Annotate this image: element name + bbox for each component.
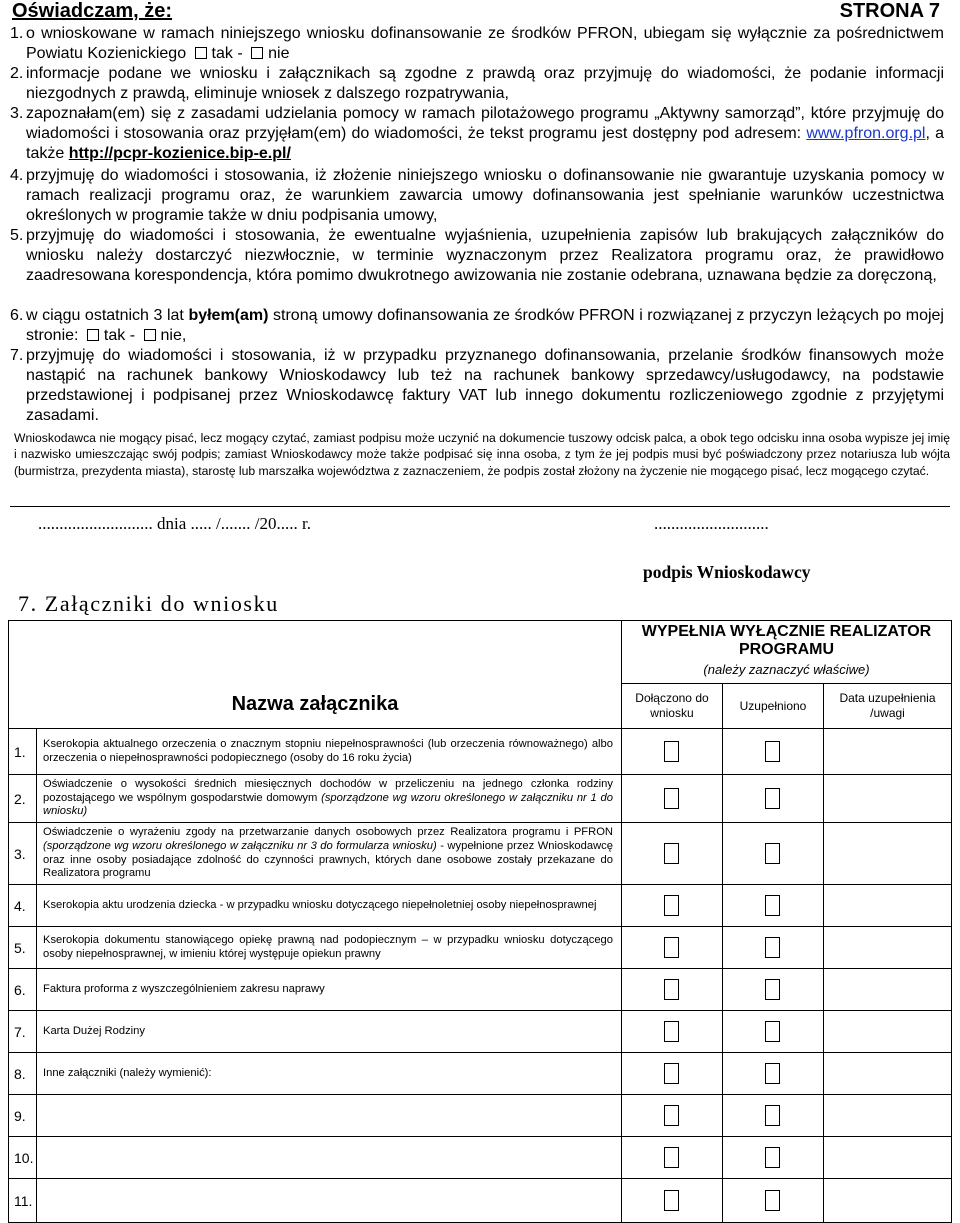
declaration-text: przyjmuję do wiadomości i stosowania, iż złożenie niniejszego wniosku o dofinansowanie nie gwarantuje uzyskania pomocy w ramach realizacji programu oraz, że warunkiem zawarcia umowy dofinansowania jest spełnianie warunków uczestnictwa określonych w programie także w dniu podpisania umowy, <box>26 167 944 224</box>
completed-checkbox[interactable] <box>765 1063 780 1084</box>
completed-checkbox[interactable] <box>765 843 780 864</box>
declaration-number: 4. <box>10 167 24 184</box>
realizator-header-text: WYPEŁNIA WYŁĄCZNIE REALIZATOR PROGRAMU <box>641 623 932 658</box>
declaration-number: 3. <box>10 105 24 122</box>
table-row <box>9 1053 952 1095</box>
declaration-7 <box>10 346 944 426</box>
attached-checkbox[interactable] <box>664 895 679 916</box>
row-number: 8. <box>9 1053 37 1095</box>
attached-checkbox-cell <box>621 1011 722 1053</box>
attached-checkbox-cell <box>621 775 722 823</box>
attachment-name: Kserokopia aktualnego orzeczenia o znacznym stopniu niepełnosprawności (lub orzeczenia równoważnego) albo orzeczenia o niepełnosprawności podopiecznego (osoby do 16 roku życia) <box>37 729 622 775</box>
row-number: 11. <box>9 1179 37 1223</box>
attached-checkbox-cell <box>621 969 722 1011</box>
completed-checkbox-cell <box>722 1053 823 1095</box>
realizator-subheader: (należy zaznaczyć właściwe) <box>703 662 870 677</box>
attachment-name <box>37 1095 622 1137</box>
declaration-text: w ciągu ostatnich 3 lat <box>26 307 189 324</box>
declaration-text: przyjmuję do wiadomości i stosowania, iż w przypadku przyznanego dofinansowania, przelanie środków finansowych może nastąpić na rachunek bankowy Wnioskodawcy lub też na rachunek bankowy sprzedawcy/usługodawcy, na podstawie przedstawionej i podpisanej przez Wnioskodawcę faktury VAT lub innego dokumentu rozliczeniowego zgodnie z przyjętymi zasadami. <box>26 347 944 424</box>
attached-checkbox[interactable] <box>664 843 679 864</box>
table-row <box>9 969 952 1011</box>
attached-checkbox[interactable] <box>664 741 679 762</box>
attached-checkbox[interactable] <box>664 937 679 958</box>
attached-checkbox[interactable] <box>664 979 679 1000</box>
date-field[interactable]: ........................... dnia ..... /....... /20..... r. <box>38 514 311 533</box>
pcpr-link[interactable]: http://pcpr-kozienice.bip-e.pl/ <box>68 145 291 162</box>
attached-checkbox-cell <box>621 1095 722 1137</box>
declaration-text: przyjmuję do wiadomości i stosowania, że ewentualne wyjaśnienia, uzupełnienia zapisów lub brakujących załączników do wniosku należy dostarczyć niezwłocznie, w terminie wyznaczonym przez Realizatora programu oraz, że prawidłowo zaadresowana korespondencja, która pomimo dwukrotnego awizowania nie zostanie odebrana, uznawana będzie za doręczoną, <box>26 227 944 284</box>
completed-checkbox-cell <box>722 1137 823 1179</box>
completed-checkbox-cell <box>722 1095 823 1137</box>
attachment-name: Oświadczenie o wyrażeniu zgody na przetwarzanie danych osobowych przez Realizatora programu i PFRON (sporządzone wg wzoru określonego w załączniku nr 3 do formularza wniosku) - wypełnione przez Wnioskodawcę oraz inne osoby posiadające zdolność do czynności prawnych, których dane osobowe zostały przekazane do Realizatora programu <box>37 823 622 885</box>
declaration-heading: Oświadczam, że: <box>12 0 173 22</box>
attachment-name: Kserokopia aktu urodzenia dziecka - w przypadku wniosku dotyczącego niepełnoletniej osoby niepełnosprawnej <box>37 885 622 927</box>
row-number: 10. <box>9 1137 37 1179</box>
declaration-text: o wnioskowane w ramach niniejszego wniosku dofinansowanie ze środków PFRON, ubiegam się wyłącznie za pośrednictwem Powiatu Kozienickiego <box>26 25 944 62</box>
attachment-name: Faktura proforma z wyszczególnieniem zakresu naprawy <box>37 969 622 1011</box>
attachment-name: Karta Dużej Rodziny <box>37 1011 622 1053</box>
attached-checkbox[interactable] <box>664 788 679 809</box>
date-notes-cell[interactable] <box>823 927 951 969</box>
date-notes-cell[interactable] <box>823 1011 951 1053</box>
attachment-name: Oświadczenie o wysokości średnich miesięcznych dochodów w przeliczeniu na jednego członka rodziny pozostającego we wspólnym gospodarstwie domowym (sporządzone wg wzoru określonego w załączniku nr 1 do wniosku) <box>37 775 622 823</box>
row-number: 7. <box>9 1011 37 1053</box>
row-number: 1. <box>9 729 37 775</box>
attached-checkbox-cell <box>621 1137 722 1179</box>
date-notes-cell[interactable] <box>823 729 951 775</box>
option-yes-label: tak - <box>103 327 136 344</box>
checkbox-no[interactable] <box>144 329 156 341</box>
date-notes-cell[interactable] <box>823 969 951 1011</box>
attachment-name: Inne załączniki (należy wymienić): <box>37 1053 622 1095</box>
completed-checkbox-cell <box>722 927 823 969</box>
completed-checkbox-cell <box>722 1011 823 1053</box>
option-no-label: nie <box>268 45 290 62</box>
date-notes-cell[interactable] <box>823 1095 951 1137</box>
date-notes-cell[interactable] <box>823 885 951 927</box>
declaration-number: 6. <box>10 307 24 324</box>
date-notes-cell[interactable] <box>823 1053 951 1095</box>
attached-checkbox-cell <box>621 729 722 775</box>
declaration-number: 2. <box>10 65 24 82</box>
declaration-text: zapoznałam(em) się z zasadami udzielania pomocy w ramach pilotażowego programu „Aktywny samorząd”, które przyjmuję do wiadomości i stosowania oraz przyjęłam(em) do wiadomości, że tekst programu jest dostępny pod adresem: <box>26 105 944 142</box>
option-no-label: nie, <box>160 327 187 344</box>
realizator-header <box>621 621 951 684</box>
completed-checkbox[interactable] <box>765 788 780 809</box>
checkbox-yes[interactable] <box>195 47 207 59</box>
completed-checkbox[interactable] <box>765 937 780 958</box>
signature-label: podpis Wnioskodawcy <box>643 562 811 582</box>
option-yes-label: tak - <box>211 45 243 62</box>
date-notes-cell[interactable] <box>823 1137 951 1179</box>
completed-checkbox-cell <box>722 823 823 885</box>
declaration-6 <box>10 306 944 346</box>
table-row <box>9 823 952 885</box>
completed-checkbox[interactable] <box>765 895 780 916</box>
attachments-table <box>8 620 952 1223</box>
name-column-header: Nazwa załącznika <box>9 621 622 729</box>
row-number: 3. <box>9 823 37 885</box>
row-number: 6. <box>9 969 37 1011</box>
completed-checkbox-cell <box>722 969 823 1011</box>
declaration-text-post: stroną umowy dofinansowania ze środków PFRON i rozwiązanej z przyczyn leżących po mojej stronie: <box>26 307 944 344</box>
row-number: 9. <box>9 1095 37 1137</box>
completed-checkbox[interactable] <box>765 1105 780 1126</box>
signature-note: Wnioskodawca nie mogący pisać, lecz mogący czytać, zamiast podpisu może uczynić na dokumencie tuszowy odcisk palca, a obok tego odcisku inna osoba wypisze jej imię i nazwisko umieszczając swój podpis; zamiast Wnioskodawcy może także podpisać się inna osoba, z tym że jej podpis musi być poświadczony przez notariusza lub wójta (burmistrza, prezydenta miasta), starostę lub marszałka województwa z zaznaczeniem, że podpis został złożony na życzenie nie mogącego pisać, lecz mogącego czytać. <box>14 431 950 478</box>
attached-checkbox-cell <box>621 823 722 885</box>
declaration-number: 1. <box>10 25 24 42</box>
checkbox-no[interactable] <box>251 47 263 59</box>
completed-checkbox[interactable] <box>765 979 780 1000</box>
table-row <box>9 927 952 969</box>
page-header <box>12 0 940 24</box>
completed-checkbox-cell <box>722 775 823 823</box>
page-number: STRONA 7 <box>839 0 940 22</box>
table-row <box>9 1179 952 1223</box>
attachment-name: Kserokopia dokumentu stanowiącego opiekę prawną nad podopiecznym – w przypadku wniosku dotyczącego osoby niepełnosprawnej, w imieniu której występuje opiekun prawny <box>37 927 622 969</box>
section-title: 7. Załączniki do wniosku <box>18 591 279 616</box>
declaration-number: 5. <box>10 227 24 244</box>
row-number: 2. <box>9 775 37 823</box>
completed-checkbox-cell <box>722 729 823 775</box>
row-number: 4. <box>9 885 37 927</box>
attached-checkbox[interactable] <box>664 1063 679 1084</box>
date-notes-cell[interactable] <box>823 1179 951 1223</box>
completed-checkbox[interactable] <box>765 741 780 762</box>
attached-checkbox[interactable] <box>664 1147 679 1168</box>
declaration-text: informacje podane we wniosku i załącznikach są zgodne z prawdą oraz przyjmuję do wiadomości, że podanie informacji niezgodnych z prawdą, eliminuje wniosek z dalszego rozpatrywania, <box>26 65 944 102</box>
declaration-bold-text: byłem(am) <box>188 307 269 324</box>
signature-field[interactable]: ........................... <box>654 514 769 533</box>
declaration-text-mid: , a także <box>26 125 945 162</box>
attached-checkbox[interactable] <box>664 1021 679 1042</box>
attached-column-header: Dołączono do wniosku <box>621 684 722 729</box>
completed-checkbox-cell <box>722 885 823 927</box>
attached-checkbox[interactable] <box>664 1190 679 1211</box>
declaration-2 <box>10 64 944 104</box>
completed-checkbox[interactable] <box>765 1021 780 1042</box>
date-column-header: Data uzupełnienia /uwagi <box>823 684 951 729</box>
date-notes-cell[interactable] <box>823 823 951 885</box>
declaration-5 <box>10 226 944 286</box>
checkbox-yes[interactable] <box>87 329 99 341</box>
declaration-4 <box>10 166 944 226</box>
attached-checkbox-cell <box>621 1179 722 1223</box>
date-notes-cell[interactable] <box>823 775 951 823</box>
completed-checkbox[interactable] <box>765 1190 780 1211</box>
completed-checkbox[interactable] <box>765 1147 780 1168</box>
attached-checkbox-cell <box>621 927 722 969</box>
completed-checkbox-cell <box>722 1179 823 1223</box>
table-row <box>9 729 952 775</box>
completed-column-header: Uzupełniono <box>722 684 823 729</box>
declaration-1 <box>10 24 944 64</box>
attachment-name <box>37 1179 622 1223</box>
table-row <box>9 1095 952 1137</box>
table-row <box>9 1137 952 1179</box>
table-row <box>9 885 952 927</box>
table-row <box>9 1011 952 1053</box>
attached-checkbox-cell <box>621 885 722 927</box>
attached-checkbox-cell <box>621 1053 722 1095</box>
pfron-link[interactable]: www.pfron.org.pl <box>806 125 926 142</box>
attached-checkbox[interactable] <box>664 1105 679 1126</box>
declaration-3 <box>10 104 944 164</box>
table-row <box>9 775 952 823</box>
row-number: 5. <box>9 927 37 969</box>
declaration-number: 7. <box>10 347 24 364</box>
attachment-name <box>37 1137 622 1179</box>
